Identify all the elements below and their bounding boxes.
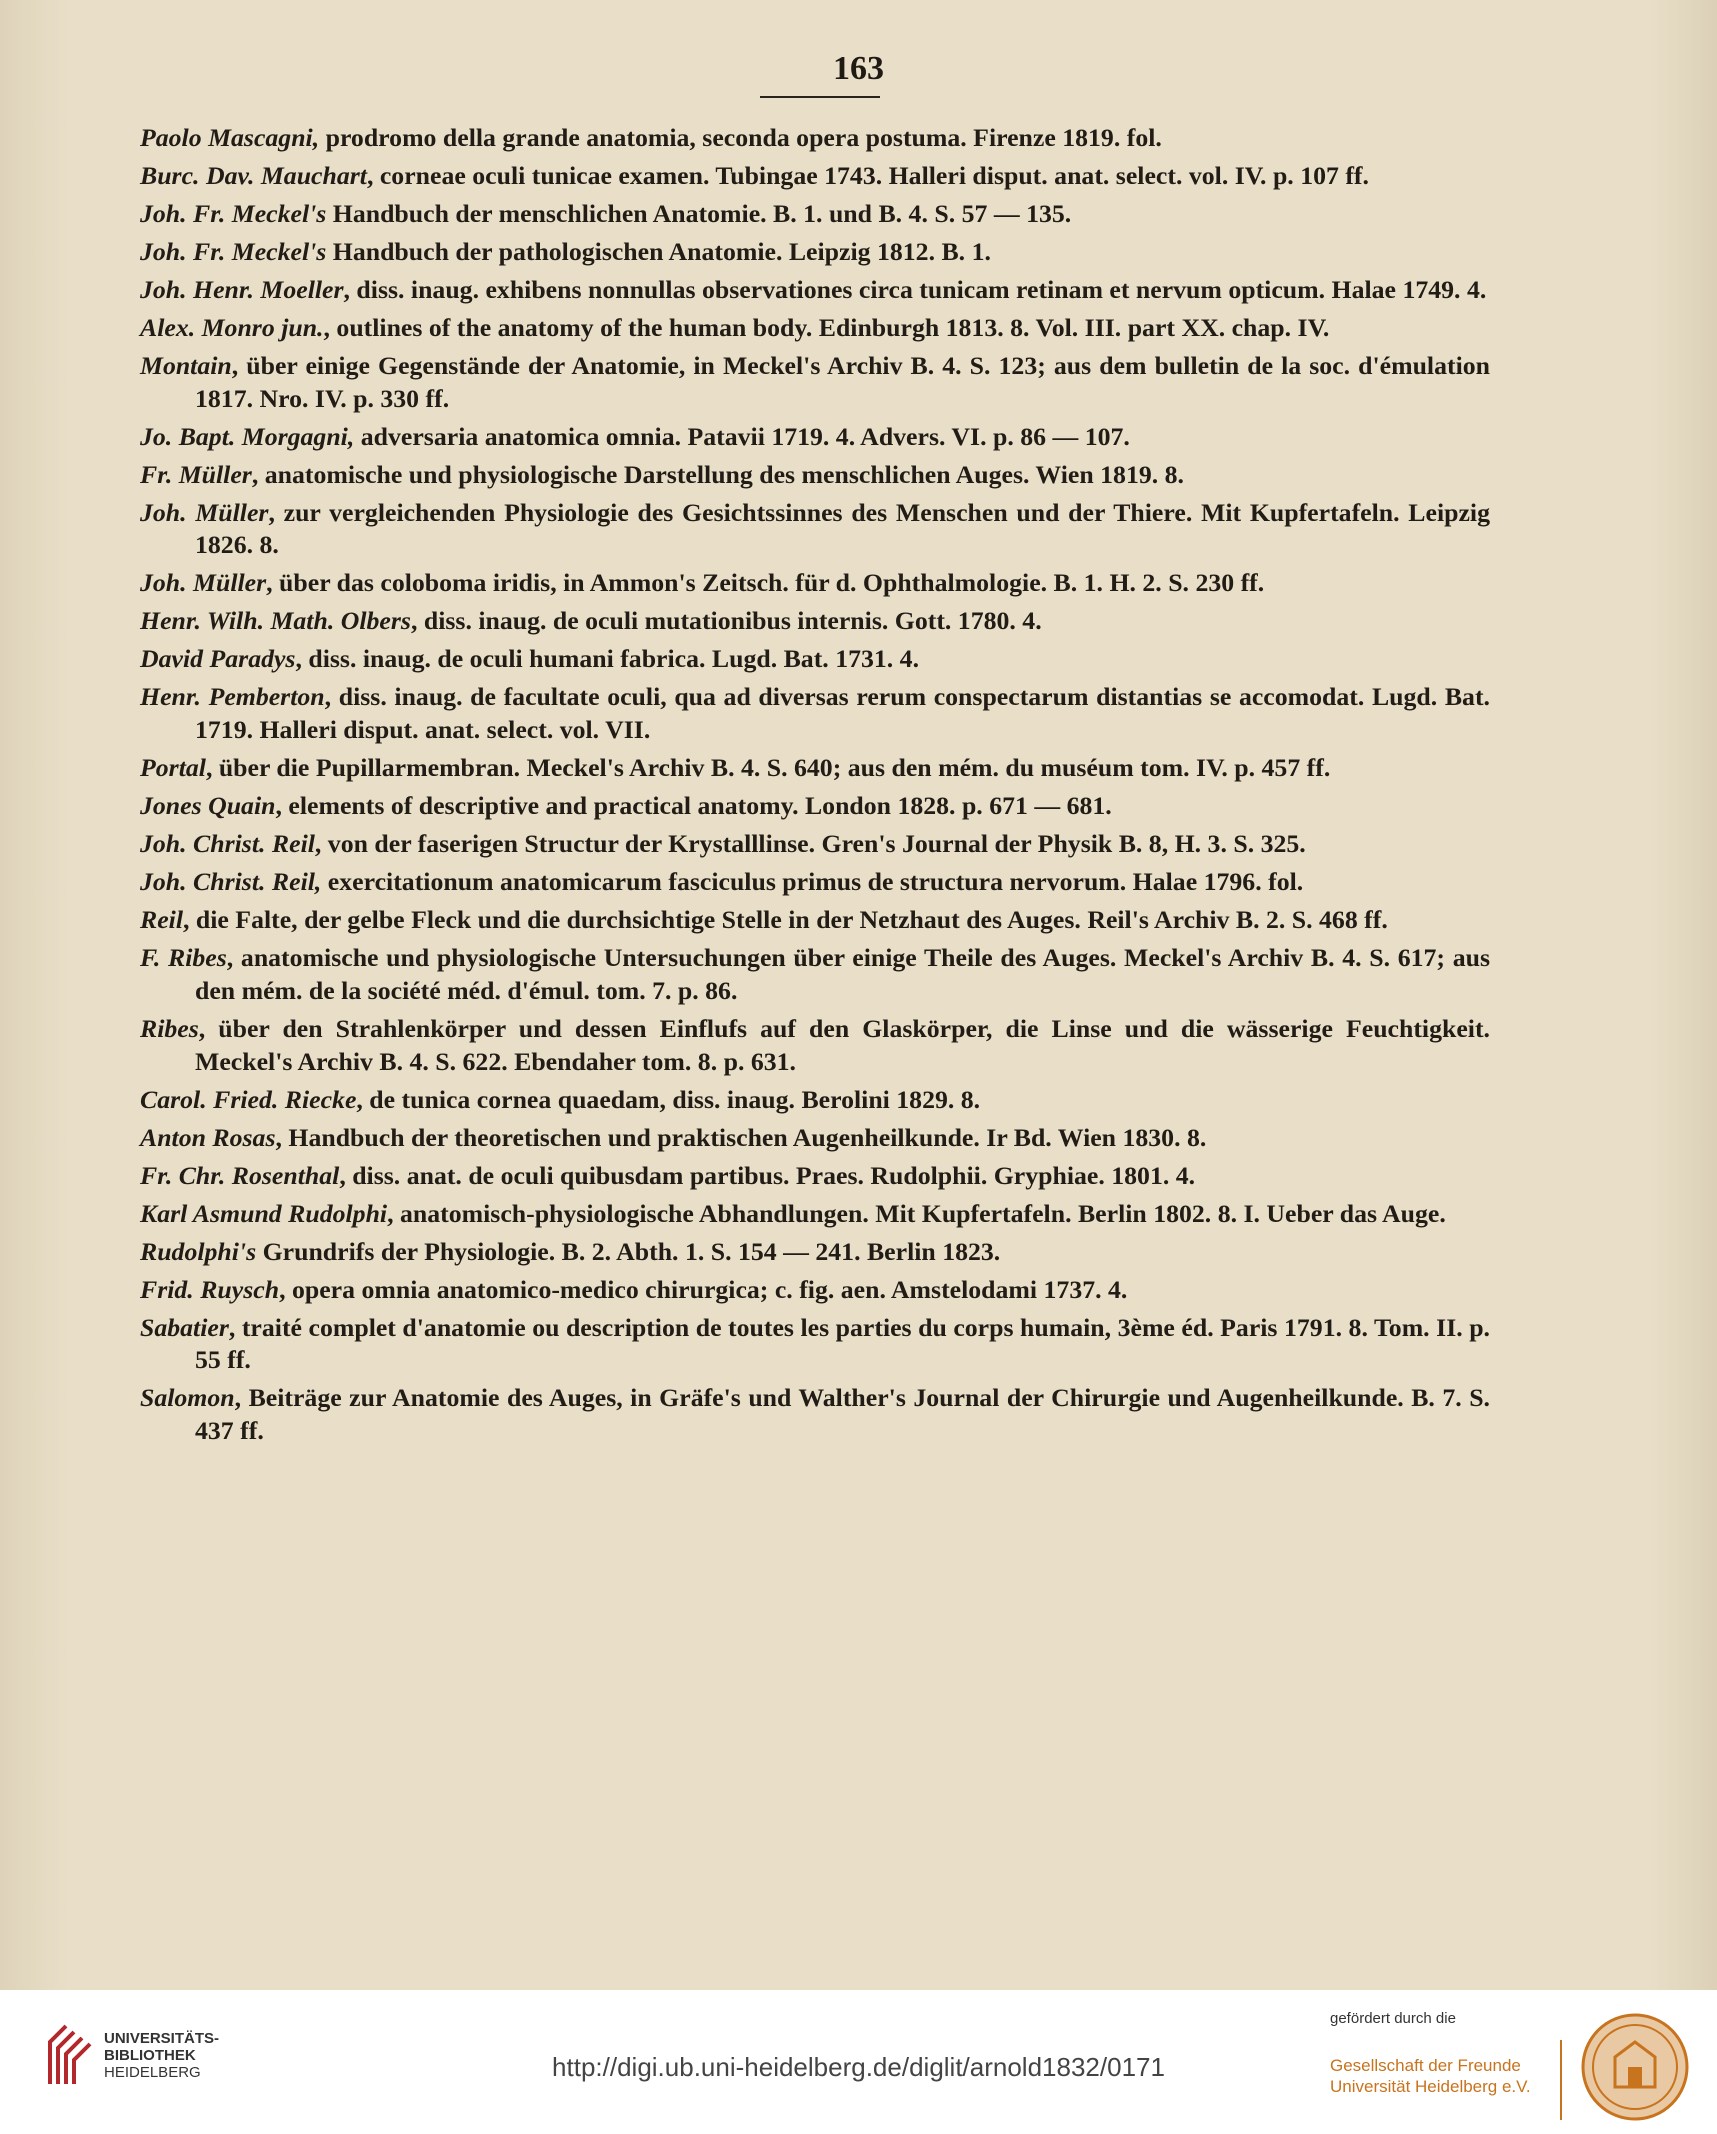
permalink-url[interactable]: http://digi.ub.uni-heidelberg.de/diglit/arnold1832/0171 [552, 2052, 1165, 2082]
entry-author: David Paradys [140, 644, 296, 674]
entry-author: Joh. Müller [140, 568, 267, 598]
page-number-rule [760, 96, 880, 98]
entry-text: , Beiträge zur Anatomie des Auges, in Gräfe's und Walther's Journal der Chirurgie und Augenheilkunde. B. 7. S. 437 ff. [195, 1383, 1490, 1446]
bibliography-entry [140, 904, 1490, 937]
university-seal-icon [1580, 2012, 1690, 2122]
bibliography-entry [140, 828, 1490, 861]
bibliography-entry [140, 1312, 1490, 1378]
entry-text: Handbuch der pathologischen Anatomie. Leipzig 1812. B. 1. [326, 236, 991, 266]
entry-text: , outlines of the anatomy of the human body. Edinburgh 1813. 8. Vol. III. part XX. chap. IV. [323, 312, 1330, 342]
entry-text: , traité complet d'anatomie ou description de toutes les parties du corps humain, 3ème éd. Paris 1791. 8. Tom. II. p. 55 ff. [195, 1312, 1490, 1375]
bibliography-entry [140, 236, 1490, 269]
entry-author: Paolo Mascagni, [140, 123, 320, 152]
entry-author: Henr. Pemberton [140, 682, 325, 712]
entry-text: , anatomische und physiologische Darstellung des menschlichen Auges. Wien 1819. 8. [251, 459, 1184, 489]
bibliography-entry [140, 1160, 1490, 1193]
entry-author: Ribes [140, 1013, 199, 1043]
entry-author: Joh. Fr. Meckel's [140, 236, 327, 266]
library-name-line2: BIBLIOTHEK [104, 2047, 196, 2064]
bibliography-entry [140, 942, 1490, 1008]
bibliography-entry [140, 681, 1490, 747]
entry-author: Fr. Chr. Rosenthal [140, 1160, 340, 1190]
entry-text: , corneae oculi tunicae examen. Tubingae 1743. Halleri disput. anat. select. vol. IV. p. 107 ff. [366, 160, 1369, 190]
entry-text: , von der faserigen Structur der Krystalllinse. Gren's Journal der Physik B. 8, H. 3. S. 325. [314, 829, 1306, 859]
entry-text: , die Falte, der gelbe Fleck und die durchsichtige Stelle in der Netzhaut des Auges. Reil's Archiv B. 2. S. 468 ff. [183, 905, 1388, 935]
entry-author: Joh. Christ. Reil, [140, 867, 322, 897]
entry-text: , über das coloboma iridis, in Ammon's Zeitsch. für d. Ophthalmologie. B. 1. H. 2. S. 230 ff. [266, 568, 1265, 598]
bibliography-entry [140, 497, 1490, 563]
bibliography-entry [140, 459, 1490, 492]
bibliography-entry [140, 312, 1490, 345]
entry-text: , diss. anat. de oculi quibusdam partibus. Praes. Rudolphii. Gryphiae. 1801. 4. [339, 1160, 1196, 1190]
bibliography-entry [140, 421, 1490, 454]
entry-author: Jones Quain [140, 791, 276, 821]
entry-text: Grundrifs der Physiologie. B. 2. Abth. 1. S. 154 — 241. Berlin 1823. [256, 1236, 1001, 1266]
entry-author: Alex. Monro jun. [140, 312, 324, 342]
entry-author: Joh. Henr. Moeller [140, 274, 344, 304]
bibliography-entry [140, 198, 1490, 231]
entry-text: , über die Pupillarmembran. Meckel's Archiv B. 4. S. 640; aus den mém. du muséum tom. IV. p. 457 ff. [205, 753, 1331, 783]
entry-text: , diss. inaug. de oculi mutationibus internis. Gott. 1780. 4. [410, 606, 1042, 636]
bibliography-entry [140, 643, 1490, 676]
entry-author: Joh. Christ. Reil [140, 829, 315, 859]
funder-name-line2[interactable]: Universität Heidelberg e.V. [1330, 2077, 1531, 2096]
entry-text: , anatomisch-physiologische Abhandlungen. Mit Kupfertafeln. Berlin 1802. 8. I. Ueber das Auge. [387, 1198, 1446, 1228]
entry-text: exercitationum anatomicarum fasciculus primus de structura nervorum. Halae 1796. fol. [321, 867, 1304, 897]
bibliography-entry [140, 1236, 1490, 1269]
entry-text: Handbuch der menschlichen Anatomie. B. 1. und B. 4. S. 57 — 135. [326, 198, 1072, 228]
bibliography-entry [140, 1013, 1490, 1079]
bibliography-entry [140, 866, 1490, 899]
entry-author: Reil [140, 905, 183, 935]
footer-bar [0, 1990, 1717, 2134]
entry-author: Salomon [140, 1383, 235, 1413]
footer-divider [1560, 2040, 1562, 2120]
entry-author: Montain [140, 350, 232, 380]
entry-author: Anton Rosas [140, 1122, 276, 1152]
bibliography-entry [140, 274, 1490, 307]
entry-author: Joh. Müller [140, 497, 269, 527]
funder-intro: gefördert durch die [1330, 2010, 1456, 2027]
entry-text: , diss. inaug. de facultate oculi, qua ad diversas rerum conspectarum distantias se accomodat. Lugd. Bat. 1719. Halleri disput. anat. select. vol. VII. [195, 682, 1490, 745]
entry-author: Jo. Bapt. Morgagni, [140, 421, 355, 451]
entry-text: , über den Strahlenkörper und dessen Einflufs auf den Glaskörper, die Linse und die wässerige Feuchtigkeit. Meckel's Archiv B. 4. S. 622. Ebendaher tom. 8. p. 631. [195, 1013, 1490, 1076]
entry-text: , Handbuch der theoretischen und praktischen Augenheilkunde. Ir Bd. Wien 1830. 8. [275, 1122, 1207, 1152]
entry-text: adversaria anatomica omnia. Patavii 1719. 4. Advers. VI. p. 86 — 107. [354, 421, 1130, 451]
entry-author: Frid. Ruysch [140, 1274, 280, 1304]
funder-name-line1[interactable]: Gesellschaft der Freunde [1330, 2056, 1521, 2075]
entry-text: , zur vergleichenden Physiologie des Gesichtssinnes des Menschen und der Thiere. Mit Kupfertafeln. Leipzig 1826. 8. [195, 497, 1490, 560]
entry-text: , opera omnia anatomico-medico chirurgica; c. fig. aen. Amstelodami 1737. 4. [279, 1274, 1128, 1304]
library-name-line3: HEIDELBERG [104, 2064, 201, 2081]
page-number: 163 [833, 50, 884, 87]
bibliography-entry [140, 605, 1490, 638]
entry-text: , de tunica cornea quaedam, diss. inaug. Berolini 1829. 8. [356, 1084, 981, 1114]
funder-block [1330, 2010, 1560, 2097]
entry-text: , diss. inaug. exhibens nonnullas observationes circa tunicam retinam et nervum opticum. Halae 1749. 4. [343, 274, 1487, 304]
entry-author: Carol. Fried. Riecke [140, 1084, 357, 1114]
entry-author: Fr. Müller [140, 459, 252, 489]
entry-author: Rudolphi's [140, 1236, 257, 1266]
bibliography-entry [140, 350, 1490, 416]
bibliography-entry [140, 752, 1490, 785]
entry-author: Portal [140, 753, 206, 783]
entry-author: Joh. Fr. Meckel's [140, 198, 327, 228]
bibliography-entry [140, 160, 1490, 193]
bibliography-entry [140, 1382, 1490, 1448]
entry-text: , diss. inaug. de oculi humani fabrica. Lugd. Bat. 1731. 4. [295, 644, 920, 674]
entry-text: , elements of descriptive and practical anatomy. London 1828. p. 671 — 681. [275, 791, 1112, 821]
entry-author: Karl Asmund Rudolphi [140, 1198, 388, 1228]
entry-text: prodromo della grande anatomia, seconda opera postuma. Firenze 1819. fol. [319, 123, 1162, 152]
library-name-line1: UNIVERSITÄTS- [104, 2030, 220, 2047]
entry-text: , anatomische und physiologische Untersuchungen über einige Theile des Auges. Meckel's Archiv B. 4. S. 617; aus den mém. de la société méd. d'émul. tom. 7. p. 86. [195, 943, 1490, 1005]
entry-author: F. Ribes [140, 943, 227, 973]
bibliography-entry [140, 1122, 1490, 1155]
bibliography-entry [140, 567, 1490, 600]
entry-author: Sabatier [140, 1312, 229, 1342]
bibliography-entry [140, 790, 1490, 823]
bibliography-entry [140, 1274, 1490, 1307]
bibliography-entry [140, 1084, 1490, 1117]
bibliography-entry [140, 1198, 1490, 1231]
entry-author: Burc. Dav. Mauchart [140, 160, 367, 190]
bibliography-list [140, 122, 1490, 1453]
entry-author: Henr. Wilh. Math. Olbers [140, 606, 411, 636]
entry-text: , über einige Gegenstände der Anatomie, in Meckel's Archiv B. 4. S. 123; aus dem bulletin de la soc. d'émulation 1817. Nro. IV. p. 330 ff. [195, 350, 1490, 413]
bibliography-entry [140, 122, 1490, 155]
